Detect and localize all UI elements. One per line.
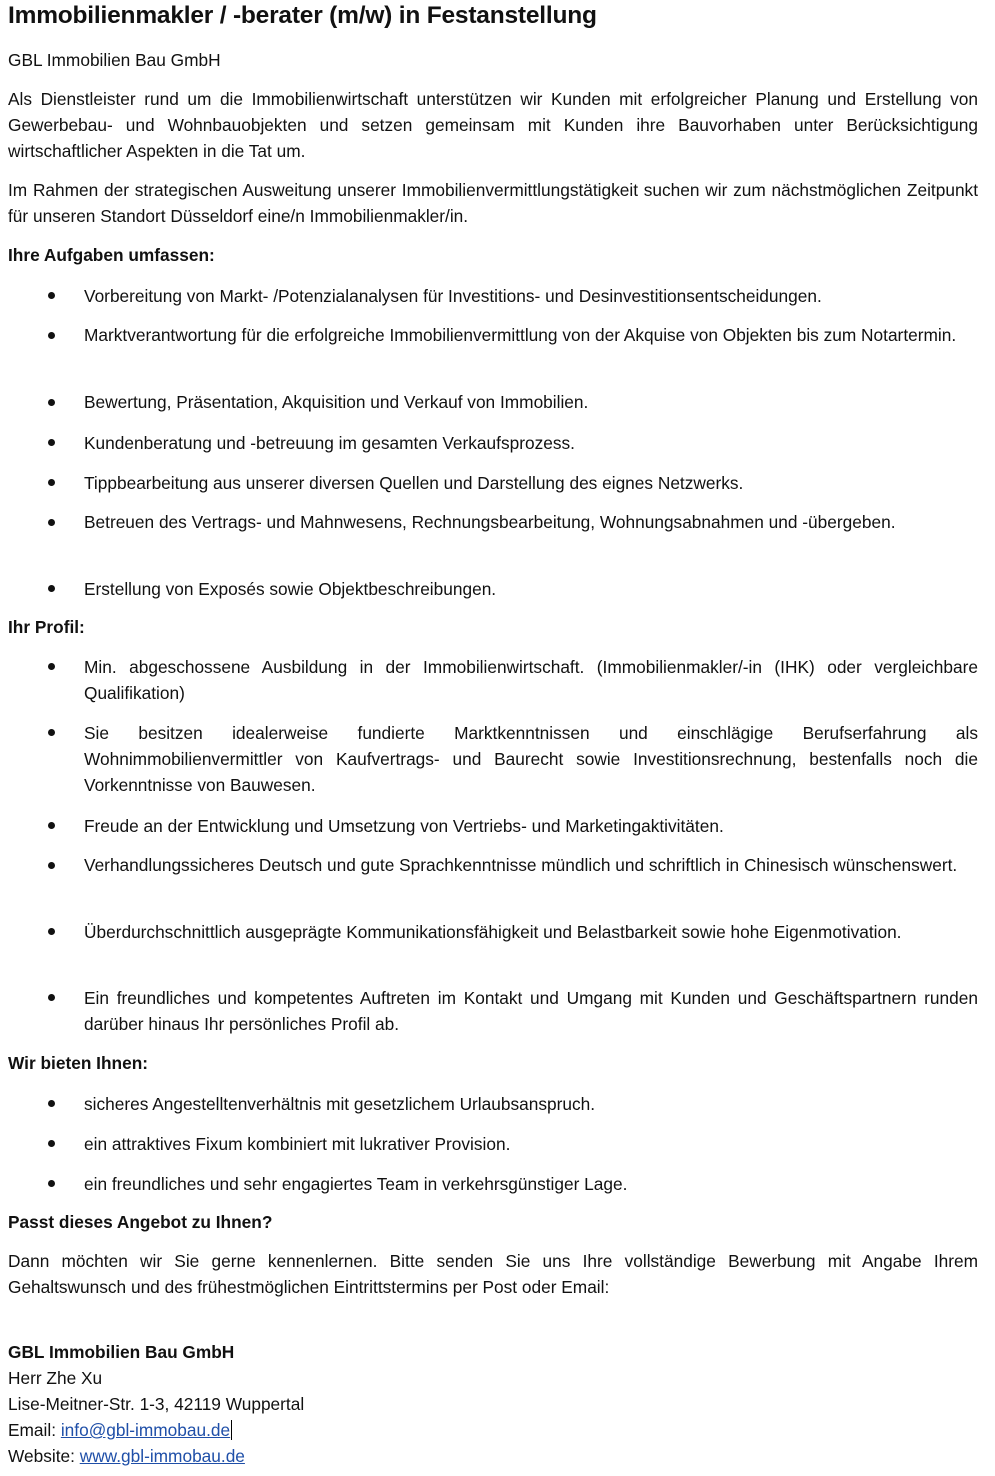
page-title: Immobilienmakler / -berater (m/w) in Festanstellung	[8, 2, 597, 29]
task-item: Vorbereitung von Markt- /Potenzialanalysen für Investitions- und Desinvestitionsentscheidungen.	[84, 286, 822, 306]
bullet-icon	[48, 729, 55, 736]
bullet-icon	[48, 994, 55, 1001]
offer-item: sicheres Angestelltenverhältnis mit gesetzlichem Urlaubsanspruch.	[84, 1094, 596, 1114]
bullet-icon	[48, 862, 55, 869]
offer-heading: Wir bieten Ihnen:	[8, 1053, 149, 1073]
bullet-icon	[48, 1140, 55, 1147]
bullet-icon	[48, 332, 55, 339]
task-item: Marktverantwortung für die erfolgreiche Immobilienvermittlung von der Akquise von Objekten bis zum Notartermin.	[84, 325, 957, 345]
bullet-icon	[48, 822, 55, 829]
profile-item: Ein freundliches und kompetentes Auftreten im Kontakt und Umgang mit Kunden und Geschäftspartnern runden darüber hinaus Ihr persönliches Profil ab.	[84, 988, 978, 1034]
company-name: GBL Immobilien Bau GmbH	[8, 50, 221, 70]
task-item: Kundenberatung und -betreuung im gesamten Verkaufsprozess.	[84, 433, 575, 453]
bullet-icon	[48, 1100, 55, 1107]
contact-company: GBL Immobilien Bau GmbH	[8, 1342, 235, 1362]
website-label: Website:	[8, 1446, 80, 1466]
intro-paragraph-1: Als Dienstleister rund um die Immobilienwirtschaft unterstützen wir Kunden mit erfolgreicher Planung und Erstellung von Gewerbebau- und Wohnbauobjekten und setzen gemeinsam mit Kunden ihre Bauvorhaben unter Berücksichtigung wirtschaftlicher Aspekten in die Tat um.	[8, 89, 978, 161]
text-cursor	[231, 1420, 232, 1440]
bullet-icon	[48, 928, 55, 935]
task-item: Tippbearbeitung aus unserer diversen Quellen und Darstellung des eignes Netzwerks.	[84, 473, 744, 493]
profile-item: Verhandlungssicheres Deutsch und gute Sprachkenntnisse mündlich und schriftlich in Chinesisch wünschenswert.	[84, 855, 958, 875]
profile-item: Sie besitzen idealerweise fundierte Marktkenntnissen und einschlägige Berufserfahrung als Wohnimmobilienvermittler von Kaufvertrags- und Baurecht sowie Investitionsrechnung, bestenfalls noch die Vorkenntnisse von Bauwesen.	[84, 723, 978, 795]
closing-heading: Passt dieses Angebot zu Ihnen?	[8, 1212, 273, 1232]
tasks-heading: Ihre Aufgaben umfassen:	[8, 245, 215, 265]
offer-item: ein freundliches und sehr engagiertes Team in verkehrsgünstiger Lage.	[84, 1174, 628, 1194]
profile-item: Freude an der Entwicklung und Umsetzung von Vertriebs- und Marketingaktivitäten.	[84, 816, 724, 836]
profile-item: Überdurchschnittlich ausgeprägte Kommunikationsfähigkeit und Belastbarkeit sowie hohe Eigenmotivation.	[84, 922, 902, 942]
contact-website-line	[8, 1443, 245, 1469]
bullet-icon	[48, 292, 55, 299]
bullet-icon	[48, 439, 55, 446]
contact-person: Herr Zhe Xu	[8, 1368, 103, 1388]
bullet-icon	[48, 585, 55, 592]
contact-address: Lise-Meitner-Str. 1-3, 42119 Wuppertal	[8, 1394, 305, 1414]
bullet-icon	[48, 519, 55, 526]
intro-paragraph-2: Im Rahmen der strategischen Ausweitung unserer Immobilienvermittlungstätigkeit suchen wir zum nächstmöglichen Zeitpunkt für unseren Standort Düsseldorf eine/n Immobilienmakler/in.	[8, 180, 978, 226]
task-item: Betreuen des Vertrags- und Mahnwesens, Rechnungsbearbeitung, Wohnungsabnahmen und -übergeben.	[84, 512, 896, 532]
profile-heading: Ihr Profil:	[8, 617, 85, 637]
bullet-icon	[48, 1180, 55, 1187]
bullet-icon	[48, 399, 55, 406]
email-label: Email:	[8, 1420, 61, 1440]
closing-paragraph: Dann möchten wir Sie gerne kennenlernen. Bitte senden Sie uns Ihre vollständige Bewerbung mit Angabe Ihrem Gehaltswunsch und des frühestmöglichen Eintrittstermins per Post oder Email:	[8, 1251, 978, 1297]
contact-email-line	[8, 1417, 232, 1443]
bullet-icon	[48, 663, 55, 670]
profile-item: Min. abgeschossene Ausbildung in der Immobilienwirtschaft. (Immobilienmakler/-in (IHK) oder vergleichbare Qualifikation)	[84, 657, 978, 703]
email-link[interactable]: info@gbl-immobau.de	[60, 1420, 231, 1440]
bullet-icon	[48, 479, 55, 486]
website-link[interactable]: www.gbl-immobau.de	[79, 1446, 245, 1466]
offer-item: ein attraktives Fixum kombiniert mit lukrativer Provision.	[84, 1134, 511, 1154]
task-item: Erstellung von Exposés sowie Objektbeschreibungen.	[84, 579, 497, 599]
task-item: Bewertung, Präsentation, Akquisition und Verkauf von Immobilien.	[84, 392, 589, 412]
